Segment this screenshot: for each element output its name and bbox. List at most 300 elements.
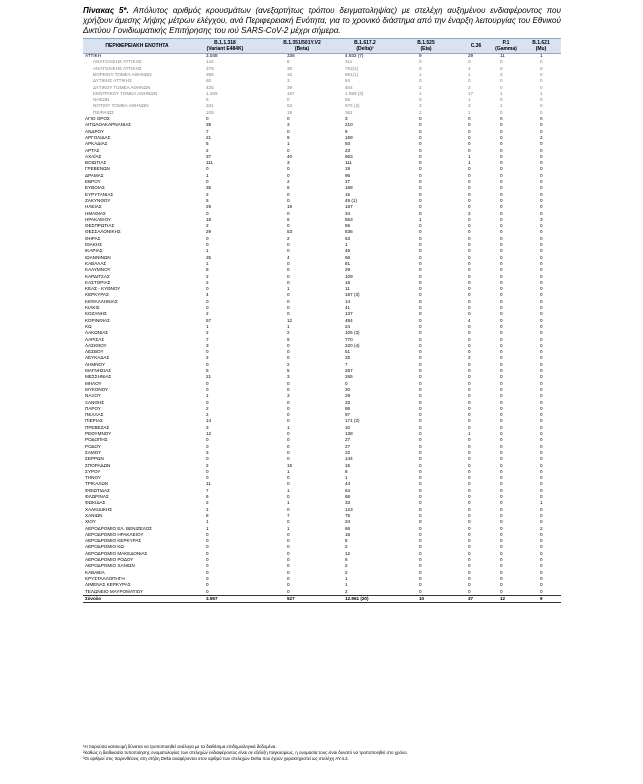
value-cell: 3 xyxy=(345,116,348,121)
region-cell: ΠΑΡΟΥ xyxy=(85,405,101,411)
value-cell: 0 xyxy=(287,563,290,569)
value-cell: 96 xyxy=(345,172,351,178)
value-cell: 0 xyxy=(540,557,543,562)
value-cell: 0 xyxy=(468,462,471,468)
header-gamma-line: (Gamma) xyxy=(495,46,517,52)
value-cell: 0 xyxy=(419,412,422,418)
value-cell: 0 xyxy=(468,248,471,254)
value-cell: 0 xyxy=(206,437,209,443)
region-cell: ΡΟΔΟΥ xyxy=(85,443,102,449)
region-cell: ΚΑΒΑΒΙΑ xyxy=(85,569,105,575)
value-cell: 0 xyxy=(206,575,209,581)
region-cell: ΛΑΚΩΝΙΑΣ xyxy=(85,330,109,336)
table-caption-label: Πίνακας 5*. xyxy=(83,6,129,15)
region-cell: ΙΚΑΡΙΑΣ xyxy=(85,248,103,254)
value-cell: 0 xyxy=(500,254,503,260)
value-cell: 0 xyxy=(287,437,290,443)
value-cell: 0 xyxy=(287,418,290,424)
header-delta xyxy=(340,40,390,52)
value-cell: 0 xyxy=(206,298,209,304)
value-cell: 1 xyxy=(468,160,471,166)
value-cell: 553 xyxy=(345,216,353,222)
region-cell: ΑΕΡΟΔΡΟΜΙΟ ΗΡΑΚΛΕΙΟΥ xyxy=(85,531,144,537)
value-cell: 1 xyxy=(206,525,209,531)
value-cell: 0 xyxy=(419,305,422,310)
value-cell: 0 xyxy=(540,582,543,588)
value-cell: 2 xyxy=(206,405,209,411)
region-cell: ΒΟΙΩΤΙΑΣ xyxy=(85,160,107,166)
value-cell: 0 xyxy=(540,475,543,481)
region-cell: ΑΤΤΙΚΗ xyxy=(85,53,101,58)
value-cell: 0 xyxy=(468,449,471,455)
value-cell: 1 xyxy=(287,525,290,531)
value-cell: 2 xyxy=(468,210,471,216)
value-cell: 0 xyxy=(468,393,471,399)
value-cell: 0 xyxy=(468,437,471,443)
value-cell: 5 xyxy=(206,368,209,373)
value-cell: 0 xyxy=(500,235,503,241)
value-cell: 60 xyxy=(206,78,212,84)
value-cell: 0 xyxy=(419,254,422,260)
value-cell: 0 xyxy=(287,97,290,103)
region-cell: ΣΥΡΟΥ xyxy=(85,468,101,474)
value-cell: 0 xyxy=(540,116,543,121)
value-cell: 3.597 xyxy=(206,595,218,601)
value-cell: 5 xyxy=(206,197,209,203)
value-cell: 0 xyxy=(468,185,471,191)
value-cell: 0 xyxy=(500,575,503,581)
value-cell: 484 xyxy=(345,317,353,323)
value-cell: 0 xyxy=(419,380,422,386)
value-cell: 0 xyxy=(468,141,471,147)
region-cell: ΑΕΡΟΔΡΟΜΙΟ ΜΑΚΕΔΟΝΙΑΣ xyxy=(85,550,148,556)
value-cell: 0 xyxy=(540,223,543,229)
value-cell: 0 xyxy=(468,412,471,418)
region-cell: ΤΕΛΩΝΕΙΟ ΜΑΥΡΟΜΑΤΙΟΥ xyxy=(85,588,144,594)
value-cell: 142 xyxy=(206,59,214,65)
value-cell: 0 xyxy=(500,355,503,361)
value-cell: 40 xyxy=(287,153,293,159)
value-cell: 0 xyxy=(419,588,422,594)
region-cell: ΒΟΡΕΙΟΥ ΤΟΜΕΑ ΑΘΗΝΩΝ xyxy=(93,71,152,77)
value-cell: 27 xyxy=(345,437,351,443)
value-cell: 2 xyxy=(540,134,543,140)
value-cell: 0 xyxy=(287,449,290,455)
value-cell: 0 xyxy=(500,286,503,292)
value-cell: 187 xyxy=(345,204,353,210)
value-cell: 29 xyxy=(345,267,351,273)
value-cell: 44 xyxy=(345,481,351,487)
value-cell: 0 xyxy=(468,336,471,342)
header-region xyxy=(87,43,187,49)
value-cell: 0 xyxy=(500,431,503,436)
value-cell: 1 xyxy=(287,323,290,329)
header-b11318-line: (Variant E484K) xyxy=(206,46,244,52)
value-cell: 68 xyxy=(345,494,351,499)
value-cell: 0 xyxy=(419,279,422,285)
value-cell: 105 (3) xyxy=(345,330,360,336)
value-cell: 0 xyxy=(419,374,422,380)
value-cell: 137 xyxy=(345,311,353,317)
value-cell: 37 xyxy=(206,153,212,159)
region-cell: ΛΕΥΚΑΔΑΣ xyxy=(85,355,110,361)
value-cell: 0 xyxy=(540,204,543,210)
value-cell: 93 xyxy=(345,141,351,147)
value-cell: 0 xyxy=(540,71,543,77)
header-b11318-line: B.1.1.318 xyxy=(214,40,236,46)
value-cell: 770 xyxy=(345,336,353,342)
value-cell: 2 xyxy=(287,330,290,336)
value-cell: 0 xyxy=(419,393,422,399)
value-cell: 0 xyxy=(468,525,471,531)
value-cell: 0 xyxy=(419,317,422,323)
value-cell: 0 xyxy=(419,519,422,525)
region-cell: ΑΕΡΟΔΡΟΜΙΟ ΧΑΝΙΩΝ xyxy=(85,563,135,569)
value-cell: 108 xyxy=(206,109,214,115)
value-cell: 1 xyxy=(468,153,471,159)
value-cell: 0 xyxy=(287,311,290,317)
footnotes xyxy=(83,744,561,763)
value-cell: 0 xyxy=(419,59,422,65)
region-cell: ΦΩΚΙΔΑΣ xyxy=(85,500,106,506)
value-cell: 0 xyxy=(206,475,209,481)
region-cell: ΠΕΙΡΑΙΩΣ xyxy=(93,109,114,115)
value-cell: 1 xyxy=(287,468,290,474)
header-eta-line: B.1.525 xyxy=(417,40,435,46)
value-cell: 19 xyxy=(287,204,293,210)
value-cell: 0 xyxy=(419,248,422,254)
value-cell: 21 xyxy=(206,374,212,380)
value-cell: 0 xyxy=(419,582,422,588)
value-cell: 0 xyxy=(206,166,209,172)
value-cell: 0 xyxy=(540,349,543,355)
value-cell: 0 xyxy=(540,481,543,487)
value-cell: 0 xyxy=(419,550,422,556)
value-cell: 0 xyxy=(540,166,543,172)
value-cell: 0 xyxy=(419,336,422,342)
value-cell: 2 xyxy=(345,544,348,550)
value-cell: 138 xyxy=(345,431,353,436)
value-cell: 0 xyxy=(540,519,543,525)
value-cell: 0 xyxy=(419,286,422,292)
value-cell: 0 xyxy=(468,242,471,247)
value-cell: 123 xyxy=(345,506,353,512)
value-cell: 0 xyxy=(419,323,422,329)
value-cell: 0 xyxy=(419,330,422,336)
value-cell: 1 xyxy=(345,242,348,247)
value-cell: 0 xyxy=(287,292,290,298)
header-eta xyxy=(407,40,445,52)
value-cell: 11 xyxy=(345,286,350,292)
value-cell: 0 xyxy=(287,166,290,172)
value-cell: 0 xyxy=(540,456,543,462)
value-cell: 0 xyxy=(287,550,290,556)
value-cell: 210 xyxy=(345,122,353,128)
value-cell: 168 xyxy=(345,185,353,191)
value-cell: 0 xyxy=(540,374,543,380)
value-cell: 0 xyxy=(287,116,290,121)
value-cell: 2 xyxy=(206,355,209,361)
value-cell: 0 xyxy=(468,223,471,229)
value-cell: 0 xyxy=(540,317,543,323)
value-cell: 331 xyxy=(206,103,214,109)
value-cell: 30 xyxy=(287,65,293,71)
header-c36-line: C.36 xyxy=(470,43,482,49)
value-cell: 361 xyxy=(345,109,353,115)
value-cell: 0 xyxy=(419,273,422,279)
value-cell: 0 xyxy=(419,418,422,424)
header-c36 xyxy=(463,43,489,49)
value-cell: 0 xyxy=(540,361,543,367)
value-cell: 0 xyxy=(287,242,290,247)
value-cell: 0 xyxy=(540,172,543,178)
value-cell: 29 xyxy=(345,393,351,399)
value-cell: 0 xyxy=(419,292,422,298)
value-cell: 34 xyxy=(345,210,351,216)
region-cell: ΡΕΘΥΜΝΟΥ xyxy=(85,431,112,436)
value-cell: 0 xyxy=(419,449,422,455)
value-cell: 0 xyxy=(419,569,422,575)
value-cell: 0 xyxy=(540,494,543,499)
value-cell: 0 xyxy=(500,544,503,550)
region-cell: ΧΑΝΙΩΝ xyxy=(85,512,103,518)
value-cell: 3 xyxy=(468,103,471,109)
value-cell: 2 xyxy=(206,311,209,317)
region-cell: ΚΙΛΚΙΣ xyxy=(85,305,100,310)
value-cell: 37 xyxy=(468,595,474,601)
value-cell: 0 xyxy=(468,292,471,298)
value-cell: 0 xyxy=(500,368,503,373)
value-cell: 0 xyxy=(540,588,543,594)
region-cell: ΖΑΚΥΝΘΟΥ xyxy=(85,197,111,203)
value-cell: 0 xyxy=(540,393,543,399)
value-cell: 187 (3) xyxy=(345,292,360,298)
value-cell: 1 xyxy=(345,475,348,481)
value-cell: 0 xyxy=(419,481,422,487)
table-caption xyxy=(83,6,561,37)
value-cell: 0 xyxy=(540,78,543,84)
value-cell: 4 xyxy=(206,292,209,298)
value-cell: 12 xyxy=(206,431,212,436)
value-cell: 29 xyxy=(206,204,212,210)
value-cell: 0 xyxy=(468,443,471,449)
header-delta-line: (Delta)³ xyxy=(356,46,374,52)
value-cell: 97 xyxy=(345,412,351,418)
header-beta xyxy=(274,40,330,52)
value-cell: 19 xyxy=(345,166,351,172)
value-cell: 9 xyxy=(345,128,348,134)
value-cell: 111 xyxy=(206,160,213,166)
value-cell: 0 xyxy=(206,349,209,355)
value-cell: 3 xyxy=(206,342,209,348)
value-cell: 0 xyxy=(468,418,471,424)
value-cell: 0 xyxy=(540,531,543,537)
value-cell: 0 xyxy=(287,267,290,273)
value-cell: 5 xyxy=(206,141,209,147)
value-cell: 2 xyxy=(287,361,290,367)
value-cell: 35 xyxy=(206,254,212,260)
value-cell: 376 xyxy=(206,65,214,71)
value-cell: 19 xyxy=(287,109,293,115)
value-cell: 0 xyxy=(500,185,503,191)
value-cell: 0 xyxy=(468,569,471,575)
value-cell: 0 xyxy=(500,128,503,134)
value-cell: 0 xyxy=(540,122,543,128)
value-cell: 0 xyxy=(500,519,503,525)
value-cell: 10 xyxy=(345,424,351,430)
value-cell: 0 xyxy=(500,418,503,424)
value-cell: 0 xyxy=(500,462,503,468)
value-cell: 0 xyxy=(540,65,543,71)
variants-table xyxy=(83,53,561,743)
value-cell: 12 xyxy=(287,317,293,323)
value-cell: 64 xyxy=(345,487,351,493)
value-cell: 2 xyxy=(206,279,209,285)
value-cell: 18 xyxy=(345,531,351,537)
value-cell: 2 xyxy=(345,588,348,594)
region-cell: ΑΧΑΪΑΣ xyxy=(85,153,102,159)
value-cell: 0 xyxy=(419,128,422,134)
value-cell: 0 xyxy=(419,437,422,443)
value-cell: 2 xyxy=(206,223,209,229)
value-cell: 1 xyxy=(468,109,471,115)
value-cell: 0 xyxy=(468,582,471,588)
value-cell: 0 xyxy=(540,191,543,197)
value-cell: 0 xyxy=(500,292,503,298)
value-cell: 0 xyxy=(468,405,471,411)
value-cell: 0 xyxy=(287,443,290,449)
value-cell: 1 xyxy=(419,71,422,77)
region-cell: ΚΕΡΚΥΡΑΣ xyxy=(85,292,109,298)
value-cell: 27 xyxy=(345,443,351,449)
value-cell: 14 xyxy=(206,418,212,424)
value-cell: 7 xyxy=(206,128,209,134)
value-cell: 0 xyxy=(419,172,422,178)
header-b11318 xyxy=(201,40,249,52)
value-cell: 0 xyxy=(500,84,503,90)
value-cell: 0 xyxy=(468,349,471,355)
header-mu-line: (Mu) xyxy=(535,46,547,52)
value-cell: 527 xyxy=(287,595,295,601)
region-cell: ΝΑΞΟΥ xyxy=(85,393,101,399)
value-cell: 0 xyxy=(419,122,422,128)
value-cell: 0 xyxy=(468,197,471,203)
value-cell: 2 xyxy=(540,525,543,531)
value-cell: 0 xyxy=(540,97,543,103)
region-cell: ΑΡΤΑΣ xyxy=(85,147,100,153)
value-cell: 0 xyxy=(540,160,543,166)
value-cell: 0 xyxy=(468,512,471,518)
value-cell: 5 xyxy=(206,97,209,103)
value-cell: 0 xyxy=(500,197,503,203)
value-cell: 0 xyxy=(287,273,290,279)
value-cell: 0 xyxy=(500,525,503,531)
region-cell: ΚΕΑΣ - ΚΥΘΝΟΥ xyxy=(85,286,121,292)
value-cell: 2 xyxy=(419,109,422,115)
value-cell: 66 xyxy=(345,254,351,260)
value-cell: 0 xyxy=(419,424,422,430)
region-cell: ΜΗΛΟΥ xyxy=(85,380,102,386)
value-cell: 2 xyxy=(287,235,290,241)
value-cell: 0 xyxy=(419,462,422,468)
value-cell: 0 xyxy=(287,494,290,499)
value-cell: 0 xyxy=(540,323,543,329)
value-cell: 0 xyxy=(540,512,543,518)
value-cell: 3 xyxy=(287,374,290,380)
value-cell: 169 xyxy=(345,134,353,140)
value-cell: 0 xyxy=(500,336,503,342)
value-cell: 0 xyxy=(540,424,543,430)
region-cell: ΚΟΖΑΝΗΣ xyxy=(85,311,107,317)
value-cell: 0 xyxy=(287,223,290,229)
value-cell: 0 xyxy=(500,260,503,266)
value-cell: 0 xyxy=(500,443,503,449)
value-cell: 12 xyxy=(345,550,351,556)
value-cell: 0 xyxy=(468,544,471,550)
value-cell: 0 xyxy=(287,342,290,348)
value-cell: 0 xyxy=(540,405,543,411)
value-cell: 2 xyxy=(206,191,209,197)
footnote-2: ²Καθώς η διαδικασία τυποποίησης ονοματολογίας των στελεχών ενδιαφέροντος είναι σε εξέλιξη παγκοσμίως, η ονομασία τους είναι δυνατό να τροποποιηθεί στο χρόνο. xyxy=(83,750,408,756)
value-cell: 7 xyxy=(206,336,209,342)
region-cell: ΡΟΔΟΠΗΣ xyxy=(85,437,108,443)
value-cell: 0 xyxy=(468,279,471,285)
value-cell: 2 xyxy=(206,147,209,153)
value-cell: 0 xyxy=(419,134,422,140)
value-cell: 0 xyxy=(287,456,290,462)
value-cell: 0 xyxy=(287,538,290,544)
value-cell: 0 xyxy=(206,235,209,241)
value-cell: 0 xyxy=(206,210,209,216)
value-cell: 0 xyxy=(540,386,543,392)
value-cell: 0 xyxy=(468,298,471,304)
value-cell: 0 xyxy=(287,210,290,216)
value-cell: 0 xyxy=(540,544,543,550)
value-cell: 0 xyxy=(287,475,290,481)
value-cell: 0 xyxy=(540,267,543,273)
value-cell: 0 xyxy=(500,557,503,562)
value-cell: 0 xyxy=(206,550,209,556)
region-cell: ΤΗΝΟΥ xyxy=(85,475,101,481)
value-cell: 1 xyxy=(287,286,290,292)
value-cell: 0 xyxy=(419,298,422,304)
value-cell: 1 xyxy=(287,141,290,147)
value-cell: 0 xyxy=(206,286,209,292)
value-cell: 0 xyxy=(419,557,422,562)
value-cell: 1 xyxy=(345,582,348,588)
header-delta-line: B.1.617.2 xyxy=(354,40,376,46)
value-cell: 336 xyxy=(287,53,295,58)
value-cell: 18 xyxy=(206,216,212,222)
value-cell: 0 xyxy=(419,229,422,235)
value-cell: 0 xyxy=(419,355,422,361)
value-cell: 0 xyxy=(419,361,422,367)
value-cell: 0 xyxy=(287,405,290,411)
value-cell: 0 xyxy=(500,122,503,128)
value-cell: 0 xyxy=(468,361,471,367)
value-cell: 0 xyxy=(540,437,543,443)
value-cell: 0 xyxy=(500,216,503,222)
value-cell: 0 xyxy=(500,78,503,84)
region-cell: ΛΗΜΝΟΥ xyxy=(85,361,106,367)
value-cell: 63 xyxy=(287,103,293,109)
value-cell: 0 xyxy=(468,260,471,266)
value-cell: 0 xyxy=(540,418,543,424)
value-cell: 0 xyxy=(540,210,543,216)
value-cell: 0 xyxy=(206,179,209,184)
value-cell: 1 xyxy=(287,424,290,430)
value-cell: 0 xyxy=(468,494,471,499)
